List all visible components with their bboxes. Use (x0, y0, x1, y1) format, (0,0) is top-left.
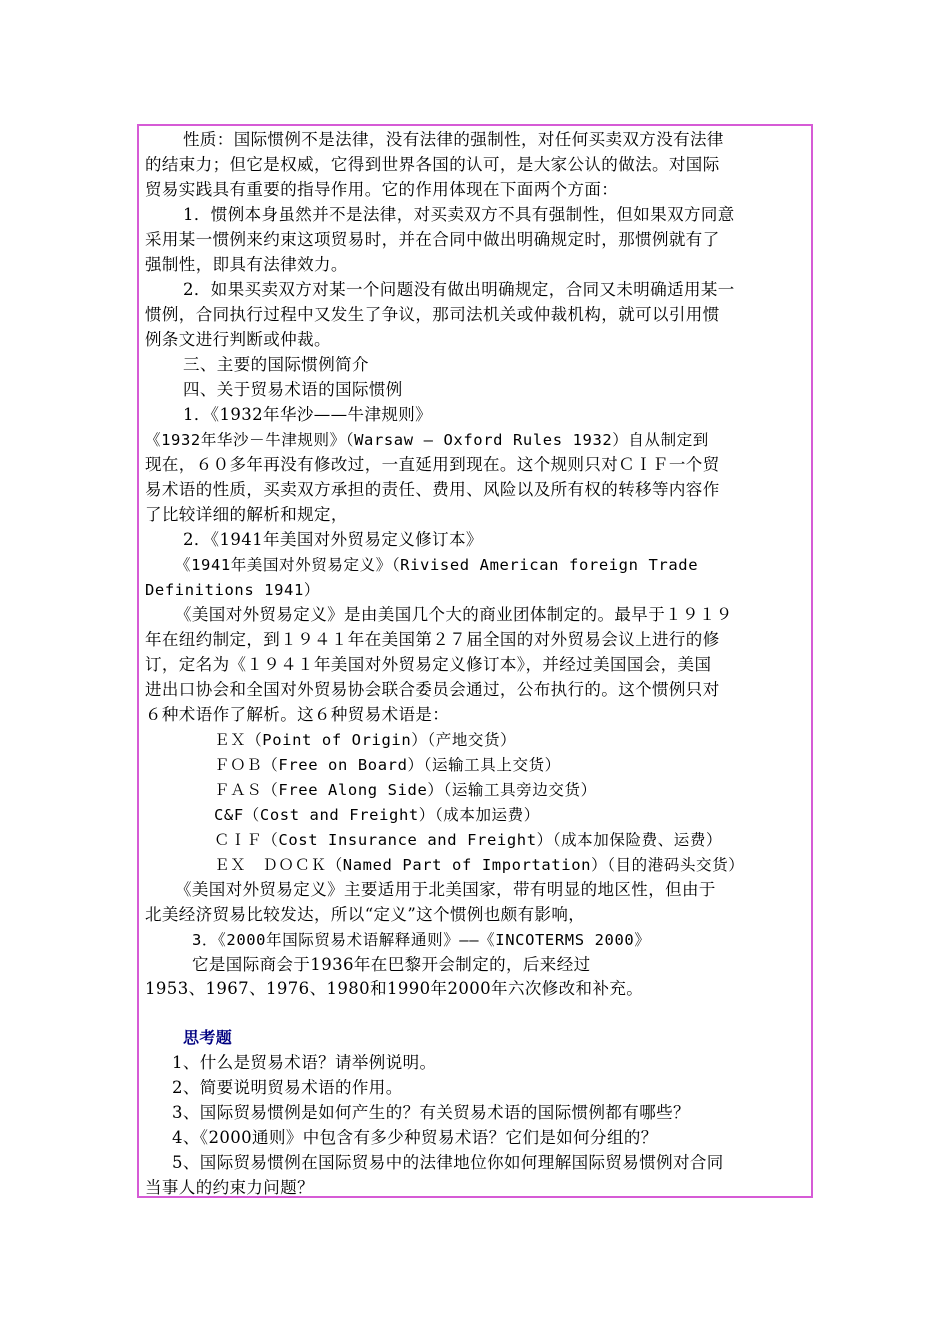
text-line: 性质：国际惯例不是法律，没有法律的强制性，对任何买卖双方没有法律 (183, 130, 724, 149)
section-heading: 三、主要的国际惯例简介 (183, 355, 369, 374)
text-line: 现在，６０多年再没有修改过，一直延用到现在。这个规则只对ＣＩＦ一个贸 (145, 455, 720, 474)
term-list-item: ＦＡＳ（Free Along Side）（运输工具旁边交货） (214, 781, 597, 799)
subsection-heading: 1．《1932年华沙——牛津规则》 (183, 405, 433, 424)
term-list-item: ＦＯＢ（Free on Board）（运输工具上交货） (214, 756, 561, 774)
questions-heading: 思考题 (183, 1028, 233, 1047)
question-item: 3、国际贸易惯例是如何产生的？有关贸易术语的国际惯例都有哪些？ (172, 1103, 690, 1122)
term-list-item: ＥＸ（Point of Origin）（产地交货） (214, 731, 517, 749)
term-list-item: C&F（Cost and Freight）（成本加运费） (214, 806, 540, 824)
subsection-heading: 2．《1941年美国对外贸易定义修订本》 (183, 530, 483, 549)
text-line: 贸易实践具有重要的指导作用。它的作用体现在下面两个方面： (145, 180, 619, 199)
text-line: Definitions 1941） (145, 581, 321, 599)
subsection-heading: 3．《2000年国际贸易术语解释通则》——《INCOTERMS 2000》 (192, 931, 651, 949)
text-line: 《美国对外贸易定义》是由美国几个大的商业团体制定的。最早于１９１９ (175, 605, 733, 624)
text-line: 强制性，即具有法律效力。 (145, 255, 348, 274)
text-line: 1953、1967、1976、1980和1990年2000年六次修改和补充。 (145, 979, 644, 998)
text-line: 订，定名为《１９４１年美国对外贸易定义修订本》，并经过美国国会，美国 (145, 655, 712, 674)
text-line: 年在纽约制定，到１９４１年在美国第２７届全国的对外贸易会议上进行的修 (145, 630, 720, 649)
text-line: 的结束力；但它是权威，它得到世界各国的认可，是大家公认的做法。对国际 (145, 155, 720, 174)
text-line: ６种术语作了解析。这６种贸易术语是： (145, 705, 450, 724)
text-line: 它是国际商会于1936年在巴黎开会制定的，后来经过 (192, 955, 591, 974)
text-line: 《1941年美国对外贸易定义》（Rivised American foreign Trade (175, 556, 699, 574)
question-item: 1、什么是贸易术语？请举例说明。 (172, 1053, 437, 1072)
question-item: 4、《2000通则》中包含有多少种贸易术语？它们是如何分组的？ (172, 1128, 658, 1147)
text-line: 惯例，合同执行过程中又发生了争议，那司法机关或仲裁机构，就可以引用惯 (145, 305, 720, 324)
text-line: 易术语的性质，买卖双方承担的责任、费用、风险以及所有权的转移等内容作 (145, 480, 720, 499)
section-heading: 四、关于贸易术语的国际惯例 (183, 380, 403, 399)
text-line: 了比较详细的解析和规定， (145, 505, 348, 524)
question-item: 5、国际贸易惯例在国际贸易中的法律地位你如何理解国际贸易惯例对合同 (172, 1153, 724, 1172)
term-list-item: ＥＸ ＤＯＣＫ（Named Part of Importation）（目的港码头交货） (214, 856, 745, 874)
question-item-continuation: 当事人的约束力问题？ (145, 1178, 314, 1197)
text-line: 进出口协会和全国对外贸易协会联合委员会通过，公布执行的。这个惯例只对 (145, 680, 720, 699)
text-line: 北美经济贸易比较发达，所以“定义”这个惯例也颇有影响， (145, 905, 586, 924)
text-line: 采用某一惯例来约束这项贸易时，并在合同中做出明确规定时，那惯例就有了 (145, 230, 720, 249)
text-line: 例条文进行判断或仲裁。 (145, 330, 331, 349)
text-line: 《美国对外贸易定义》主要适用于北美国家，带有明显的地区性，但由于 (175, 880, 716, 899)
text-line: 2．如果买卖双方对某一个问题没有做出明确规定，合同又未明确适用某一 (183, 280, 735, 299)
text-line: 《1932年华沙－牛津规则》（Warsaw – Oxford Rules 1932）自从制定到 (145, 431, 709, 449)
term-list-item: ＣＩＦ（Cost Insurance and Freight）（成本加保险费、运费） (214, 831, 723, 849)
text-line: 1．惯例本身虽然并不是法律，对买卖双方不具有强制性，但如果双方同意 (183, 205, 735, 224)
question-item: 2、简要说明贸易术语的作用。 (172, 1078, 403, 1097)
